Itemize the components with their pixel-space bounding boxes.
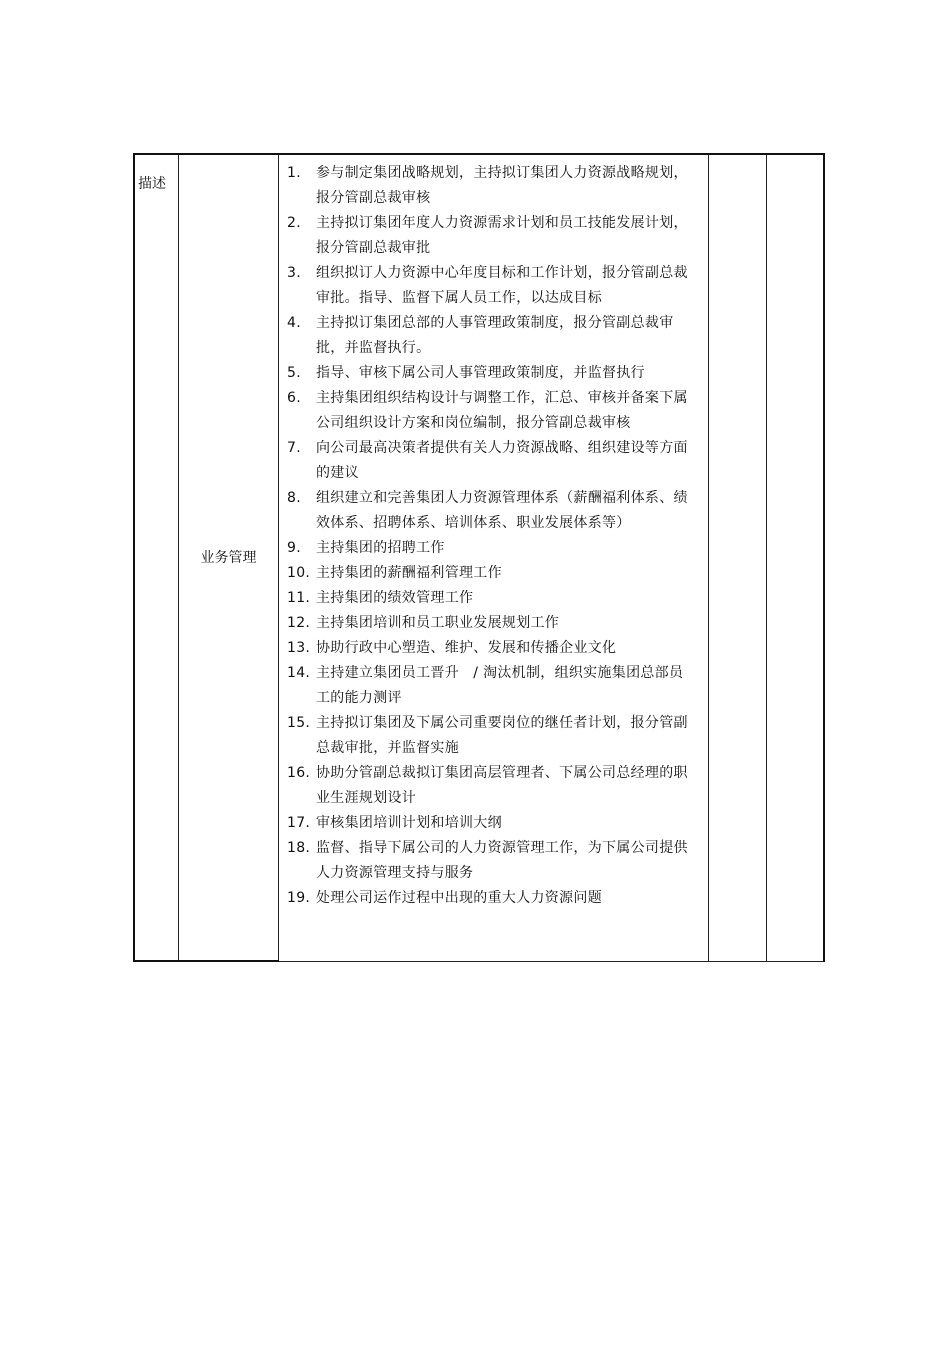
row-label-cell: [134, 154, 179, 961]
list-item: [287, 811, 694, 836]
duty-number: 18.: [287, 840, 311, 856]
duty-number: 7.: [287, 440, 301, 456]
duty-number: 14.: [287, 665, 311, 681]
list-item: [287, 636, 694, 661]
duty-text: 处理公司运作过程中出现的重大人力资源问题: [316, 890, 602, 906]
list-item: [287, 386, 694, 436]
duty-text: 组织建立和完善集团人力资源管理体系（薪酬福利体系、绩效体系、招聘体系、培训体系、职业发展体系等）: [316, 490, 688, 531]
list-item: [287, 486, 694, 536]
duty-text: 监督、指导下属公司的人力资源管理工作，为下属公司提供人力资源管理支持与服务: [316, 840, 688, 881]
list-item: [287, 761, 694, 811]
duty-number: 15.: [287, 715, 311, 731]
duty-number: 13.: [287, 640, 311, 656]
duty-text: 参与制定集团战略规划，主持拟订集团人力资源战略规划，报分管副总裁审核: [316, 165, 688, 206]
duty-number: 19.: [287, 890, 311, 906]
duty-number: 3.: [287, 265, 301, 281]
duty-text: 向公司最高决策者提供有关人力资源战略、组织建设等方面的建议: [316, 440, 688, 481]
duty-text: 组织拟订人力资源中心年度目标和工作计划，报分管副总裁审批。指导、监督下属人员工作，以达成目标: [316, 265, 688, 306]
category-label: 业务管理: [200, 549, 257, 566]
job-description-table: [133, 153, 825, 962]
list-item: [287, 436, 694, 486]
list-item: [287, 261, 694, 311]
list-item: [287, 586, 694, 611]
duty-list: [279, 155, 708, 911]
list-item: [287, 311, 694, 361]
duty-text: 主持建立集团员工晋升 / 淘汰机制，组织实施集团总部员工的能力测评: [316, 665, 684, 706]
duty-text: 主持集团的薪酬福利管理工作: [316, 565, 502, 581]
duty-text: 主持集团培训和员工职业发展规划工作: [316, 615, 560, 631]
duty-text: 主持集团的招聘工作: [316, 540, 445, 556]
category-cell: [179, 154, 279, 961]
duty-number: 5.: [287, 365, 301, 381]
duty-text: 主持拟订集团总部的人事管理政策制度，报分管副总裁审批，并监督执行。: [316, 315, 674, 356]
list-item: [287, 836, 694, 886]
list-item: [287, 561, 694, 586]
list-item: [287, 661, 694, 711]
duty-text: 主持集团的绩效管理工作: [316, 590, 474, 606]
duty-number: 12.: [287, 615, 311, 631]
list-item: [287, 161, 694, 211]
duty-text: 审核集团培训计划和培训大纲: [316, 815, 502, 831]
duty-number: 2.: [287, 215, 301, 231]
table-row: [134, 154, 824, 961]
empty-cell: [767, 154, 825, 961]
duty-number: 6.: [287, 390, 301, 406]
duty-number: 9.: [287, 540, 301, 556]
duties-cell: [279, 154, 709, 961]
list-item: [287, 361, 694, 386]
duty-number: 16.: [287, 765, 311, 781]
duty-text: 主持拟订集团年度人力资源需求计划和员工技能发展计划，报分管副总裁审批: [316, 215, 688, 256]
list-item: [287, 536, 694, 561]
duty-text: 协助分管副总裁拟订集团高层管理者、下属公司总经理的职业生涯规划设计: [316, 765, 688, 806]
list-item: [287, 211, 694, 261]
list-item: [287, 611, 694, 636]
duty-number: 1.: [287, 165, 301, 181]
duty-number: 10.: [287, 565, 311, 581]
duty-number: 17.: [287, 815, 311, 831]
empty-cell: [709, 154, 767, 961]
duty-number: 4.: [287, 315, 301, 331]
list-item: [287, 886, 694, 911]
duty-number: 11.: [287, 590, 311, 606]
row-label: 描述: [138, 176, 166, 192]
duty-text: 主持集团组织结构设计与调整工作，汇总、审核并备案下属公司组织设计方案和岗位编制，报分管副总裁审核: [316, 390, 688, 431]
duty-text: 协助行政中心塑造、维护、发展和传播企业文化: [316, 640, 617, 656]
duty-text: 主持拟订集团及下属公司重要岗位的继任者计划，报分管副总裁审批，并监督实施: [316, 715, 688, 756]
list-item: [287, 711, 694, 761]
duty-text: 指导、审核下属公司人事管理政策制度，并监督执行: [316, 365, 645, 381]
duty-number: 8.: [287, 490, 301, 506]
